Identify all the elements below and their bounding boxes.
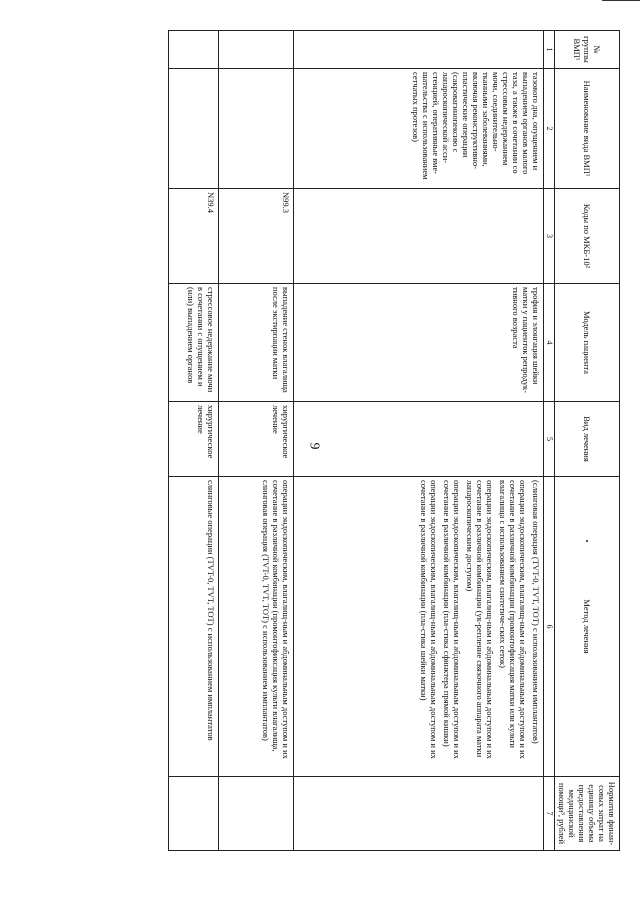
method-text: операции эндоскопическим, влагалищ-ным и абдоминальным доступом и их сочетание в различной комбинации (пла-стика сфинктера прямой кишки) — [442, 480, 463, 759]
cell-group — [294, 31, 544, 69]
col-number: 4 — [544, 284, 554, 402]
cell-methods — [294, 477, 544, 777]
table-row — [294, 31, 544, 851]
cell-vmp-name — [169, 69, 219, 189]
cell-patient-model: трофия и элонгация шейки матки у пациенток репродук-тивного возраста — [294, 284, 544, 402]
cell-icd-code: N99.3 — [219, 189, 294, 284]
cell-cost-norm — [169, 777, 219, 851]
cell-methods — [219, 477, 294, 777]
page-number: 9 — [306, 442, 322, 450]
col-number: 5 — [544, 402, 554, 477]
cell-vmp-name — [219, 69, 294, 189]
method-text: операции эндоскопическим, влагалищ-ным и абдоминальным доступом и их сочетание в различной комбинации (промонтофиксация матки или культи влагалища с использованием синтетиче-ских сеток) — [498, 480, 529, 759]
col-number: 2 — [544, 69, 554, 189]
method-text: слинговые операции (TVT-0, TVT, TOT) с использованием имплантатов — [206, 480, 217, 741]
cell-methods — [169, 477, 219, 777]
method-text: (слинговая операция (TVT-0, TVT, TOT) с использованием имплантатов) — [531, 480, 542, 744]
cell-treatment-type: хирургическое лечение — [219, 402, 294, 477]
cell-treatment-type — [294, 402, 544, 477]
cell-cost-norm — [219, 777, 294, 851]
header-patient-model: Модель пациента — [554, 284, 619, 402]
col-number: 7 — [544, 777, 554, 851]
header-vmp-name: Наименование вида ВМП¹ — [554, 69, 619, 189]
cell-cost-norm — [294, 777, 544, 851]
cell-icd-code: N39.4 — [169, 189, 219, 284]
header-icd-codes: Коды по МКБ-10² — [554, 189, 619, 284]
col-number: 1 — [544, 31, 554, 69]
cell-treatment-type: хирургическое лечение — [169, 402, 219, 477]
header-treatment-method: Метод лечения — [554, 477, 619, 777]
edge-line — [602, 0, 640, 1]
cell-group — [219, 31, 294, 69]
cell-icd-code — [294, 189, 544, 284]
col-number: 6 — [544, 477, 554, 777]
cell-vmp-name: тазового дна, опущением и выпадением органов малого таза, а также в сочетании со стрессовым недержанием мочи, соединительно-тканными заболеваниями, включая реконструктивно-пластические операции (сакровагинопексию с лапароскопической асси-стенцией, оперативные вме-шательства с использованием сетчатых протезов) — [294, 69, 544, 189]
cell-group — [169, 31, 219, 69]
cell-patient-model: стрессовое недержание мочи в сочетании с опущением и (или) выпадением органов — [169, 284, 219, 402]
col-number: 3 — [544, 189, 554, 284]
vmp-table — [168, 30, 620, 851]
cell-patient-model: выпадение стенок влагалища после экстирпации матки — [219, 284, 294, 402]
table-row — [169, 31, 219, 851]
header-treatment-type: Вид лечения — [554, 402, 619, 477]
method-text: операции эндоскопическим, влагалищ-ным и абдоминальным доступом и их сочетание в различной комбинации (пла-стика шейки матки) — [419, 480, 440, 759]
table-row — [219, 31, 294, 851]
header-group-no: № группы ВМП¹ — [554, 31, 619, 69]
method-text: операции эндоскопическим, влагалищ-ным и абдоминальным доступом и их сочетание в различной комбинации (промонтофиксация культи влагалища, слинговая операция (TVT-0, TVT, TOT) с использованием имплантатов) — [261, 480, 292, 759]
column-number-row — [544, 31, 554, 851]
table-header-row — [554, 31, 619, 851]
rotated-page — [90, 30, 620, 850]
method-text: операции эндоскопическим, влагалищ-ным и абдоминальным доступом и их сочетание в различной комбинации (ук-репление связочного аппарата матки лапароскопическим доступом) — [465, 480, 496, 759]
header-cost-norm: Норматив финан-совых затрат на единицу объема предоставления медицинской помощи³, рублей — [554, 777, 619, 851]
